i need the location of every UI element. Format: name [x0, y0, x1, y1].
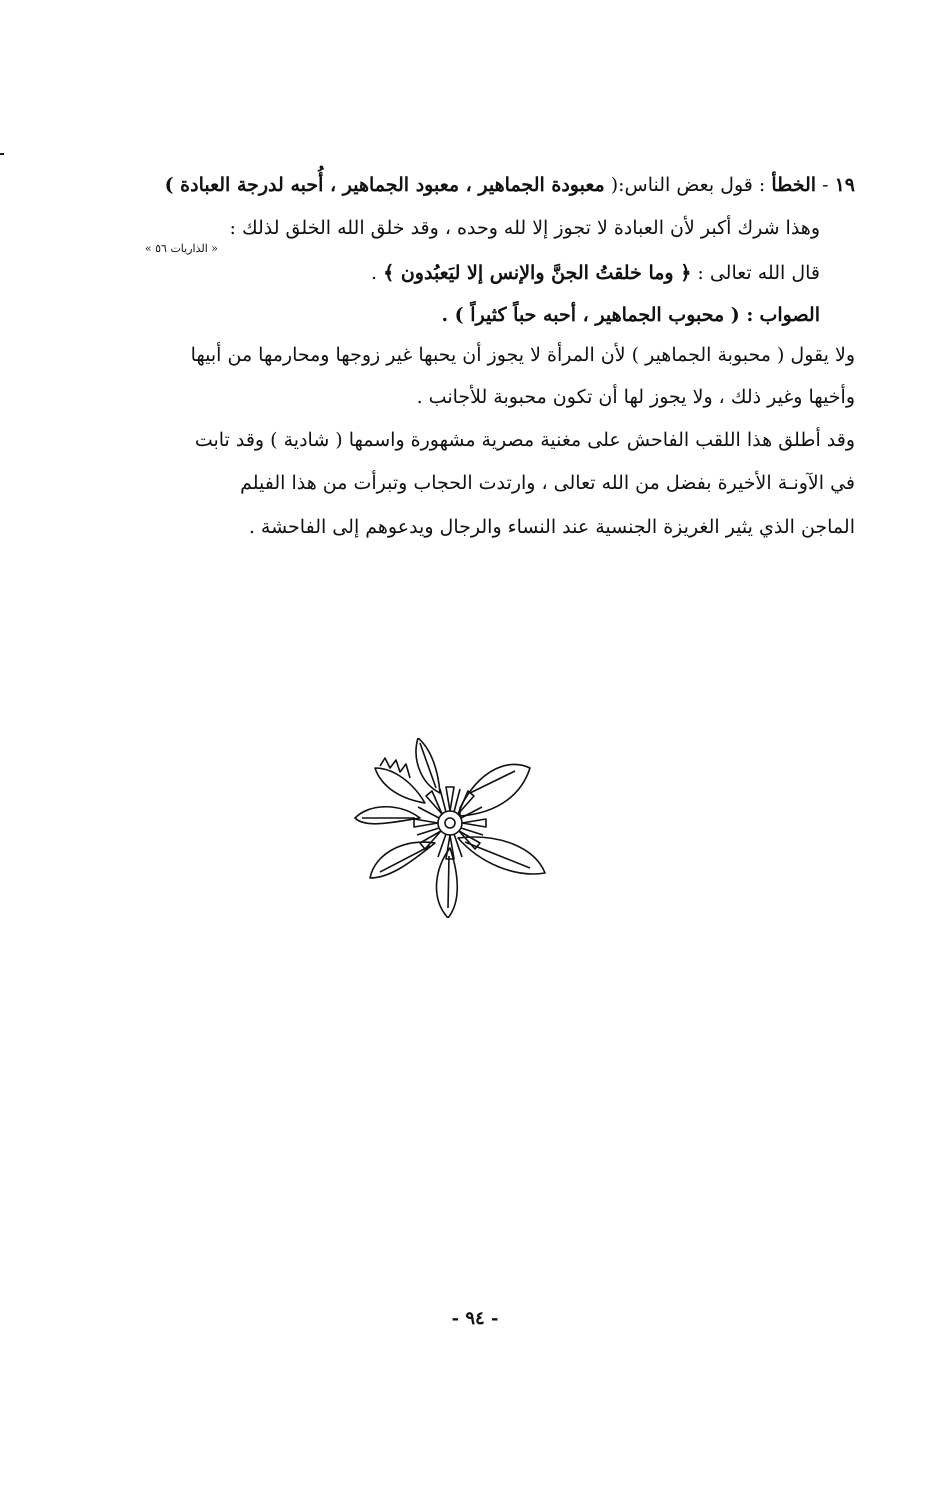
quran-citation: « الذاريات ٥٦ » [144, 242, 218, 255]
quran-verse: ﴿ وما خلقتُ الجنَّ والإنس إلا ليَعبُدون ﴾ [383, 262, 692, 284]
line-8: في الآونـة الأخيرة بفضل من الله تعالى ، وارتدت الحجاب وتبرأت من هذا الفيلم [240, 472, 855, 494]
line-1-quote: معبودة الجماهير ، معبود الجماهير ، أُحبه لدرجة العبادة ) [164, 174, 605, 196]
line-2: وهذا شرك أكبر لأن العبادة لا تجوز إلا لله وحده ، وقد خلق الله الخلق لذلك : [229, 217, 820, 239]
correct-text: : ( محبوب الجماهير ، أحبه حباً كثيراً ) . [441, 304, 754, 326]
line-9: الماجن الذي يثير الغريزة الجنسية عند النساء والرجال ويدعوهم إلى الفاحشة . [248, 516, 855, 538]
correct-label: الصواب [759, 304, 820, 326]
flower-ornament-icon [350, 738, 550, 922]
line-1-plain: : قول بعض الناس:( [610, 174, 766, 196]
page-number: - ٩٤ - [451, 1308, 499, 1329]
scan-mark [0, 153, 4, 155]
line-3-plain: قال الله تعالى : [697, 262, 820, 284]
line-7: وقد أطلق هذا اللقب الفاحش على مغنية مصرية مشهورة واسمها ( شادية ) وقد تابت [194, 429, 855, 451]
line-1: ١٩ - الخطأ : قول بعض الناس:( معبودة الجماهير ، معبود الجماهير ، أُحبه لدرجة العبادة ) [164, 174, 855, 196]
line-5: ولا يقول ( محبوبة الجماهير ) لأن المرأة لا يجوز أن يحبها غير زوجها ومحارمها من أبيها [190, 344, 855, 366]
line-3: قال الله تعالى : ﴿ وما خلقتُ الجنَّ والإنس إلا ليَعبُدون ﴾ . [371, 262, 820, 284]
line-4 [441, 300, 820, 330]
error-heading: الخطأ [771, 174, 817, 196]
item-number: ١٩ [834, 174, 855, 196]
line-6: وأخيها وغير ذلك ، ولا يجوز لها أن تكون محبوبة للأجانب . [416, 386, 855, 408]
